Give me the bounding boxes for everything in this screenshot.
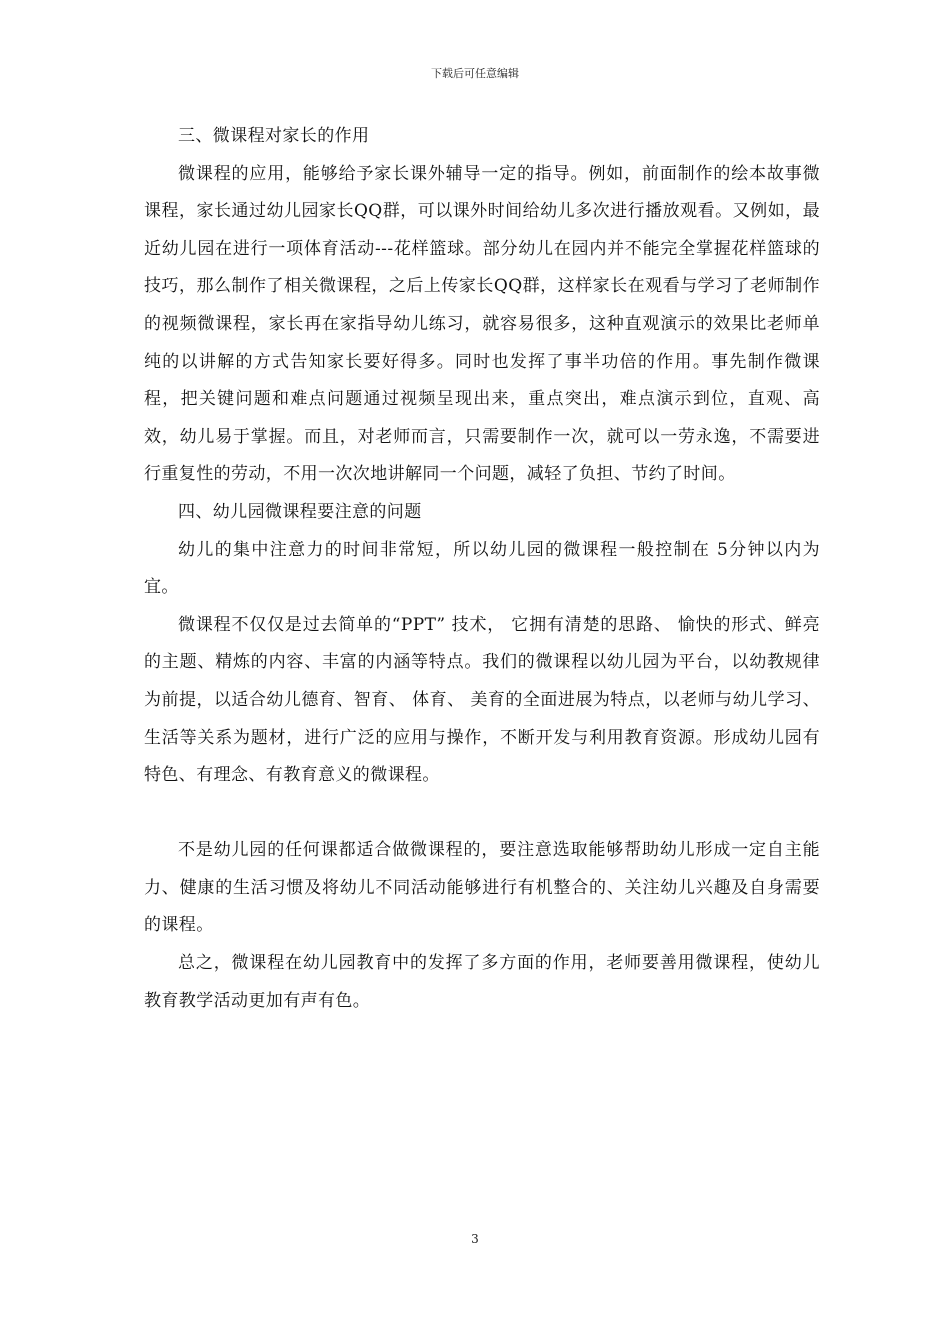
section-heading-notes: 四、幼儿园微课程要注意的问题 — [178, 501, 422, 522]
body-paragraph-course-selection: 不是幼儿园的任何课都适合做微课程的，要注意选取能够帮助幼儿形成一定自主能力、健康的生活习惯及将幼儿不同活动能够进行有机整合的、关注幼儿兴趣及自身需要的课程。 — [144, 840, 820, 936]
body-paragraph-conclusion: 总之，微课程在幼儿园教育中的发挥了多方面的作用，老师要善用微课程，使幼儿教育教学活动更加有声有色。 — [144, 953, 820, 1011]
body-paragraph-course-features: 微课程不仅仅是过去简单的“PPT” 技术， 它拥有清楚的思路、 愉快的形式、鲜亮的主题、精炼的内容、丰富的内涵等特点。我们的微课程以幼儿园为平台，以幼教规律为前提，以适合幼儿德育、智育、 体育、 美育的全面进展为特点，以老师与幼儿学习、生活等关系为题材，进行广泛的应用与操作，不断开发与利用教育资源。形成幼儿园有特色、有理念、有教育意义的微课程。 — [144, 614, 820, 786]
document-body — [144, 118, 820, 1020]
body-paragraph-attention-span: 幼儿的集中注意力的时间非常短，所以幼儿园的微课程一般控制在 5分钟以内为宜。 — [144, 539, 820, 598]
body-paragraph-parent-guidance: 微课程的应用，能够给予家长课外辅导一定的指导。例如，前面制作的绘本故事微课程，家长通过幼儿园家长QQ群，可以课外时间给幼儿多次进行播放观看。又例如，最近幼儿园在进行一项体育活动---花样篮球。部分幼儿在园内并不能完全掌握花样篮球的技巧，那么制作了相关微课程，之后上传家长QQ群，这样家长在观看与学习了老师制作的视频微课程，家长再在家指导幼儿练习，就容易很多，这种直观演示的效果比老师单纯的以讲解的方式告知家长要好得多。同时也发挥了事半功倍的作用。事先制作微课程，把关键问题和难点问题通过视频呈现出来，重点突出，难点演示到位，直观、高效，幼儿易于掌握。而且，对老师而言，只需要制作一次，就可以一劳永逸，不需要进行重复性的劳动，不用一次次地讲解同一个问题，减轻了负担、节约了时间。 — [144, 163, 820, 485]
page-header: 下载后可任意编辑 — [431, 67, 519, 80]
page-number: 3 — [471, 1232, 479, 1246]
section-heading-parent-role: 三、微课程对家长的作用 — [178, 126, 370, 146]
paragraph-spacer — [144, 795, 820, 833]
